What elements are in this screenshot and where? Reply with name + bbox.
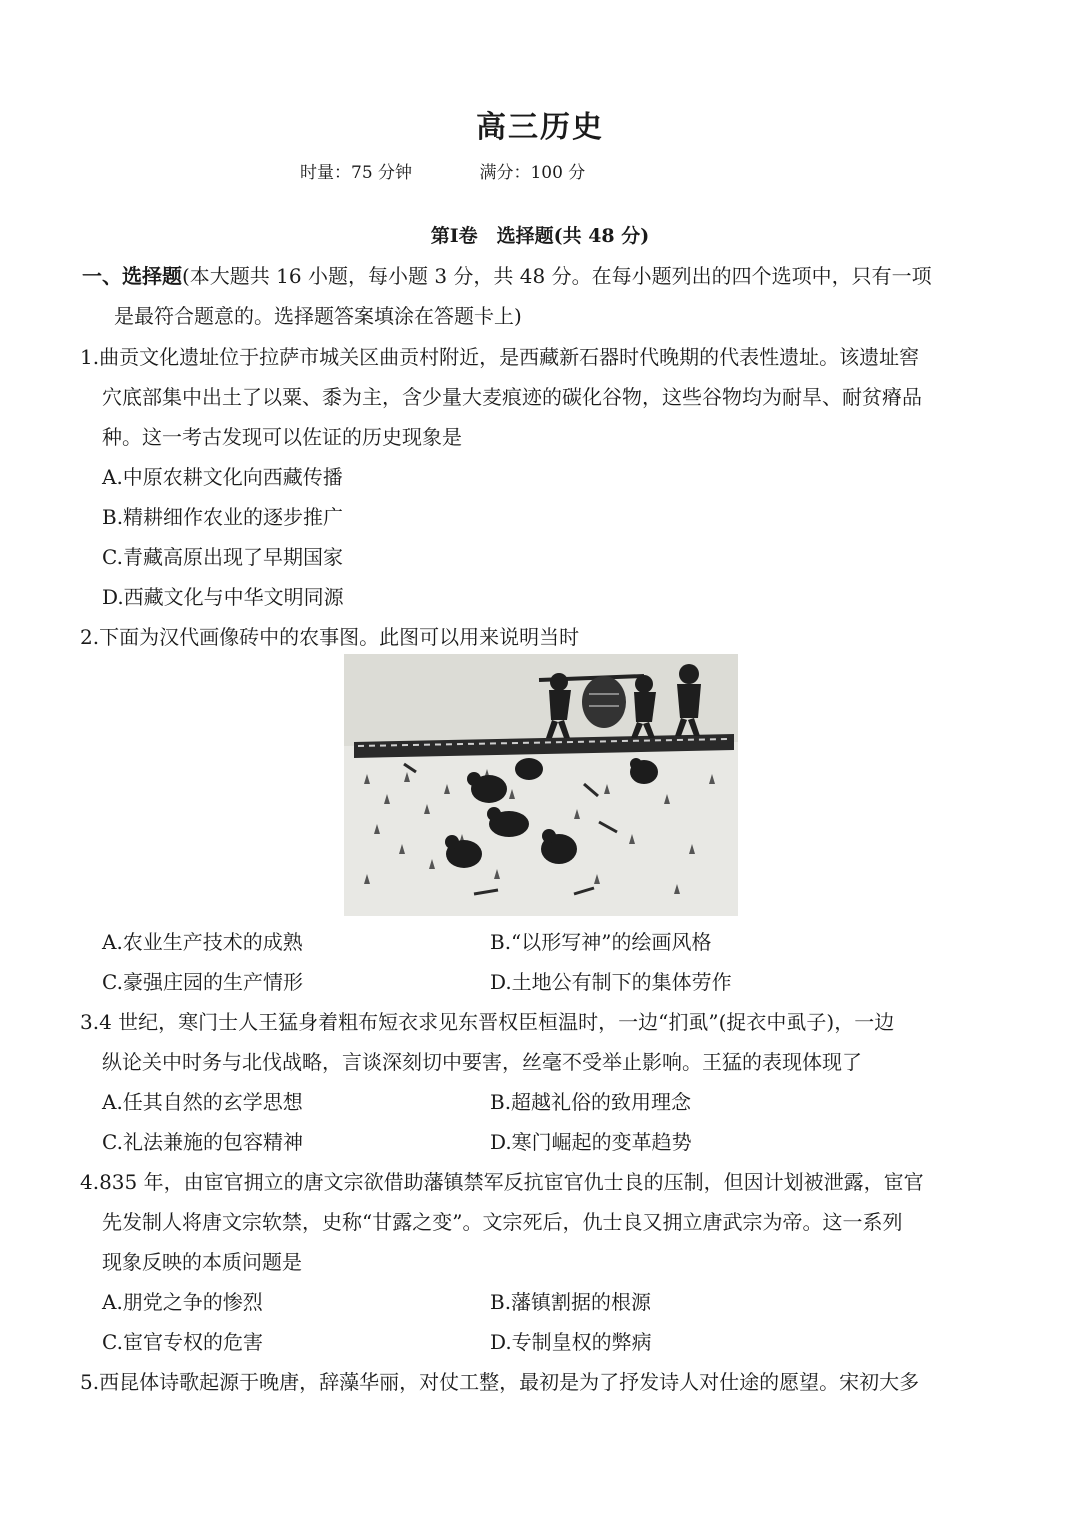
han-brick-farming-image: [344, 654, 738, 916]
question-1-option-d: D.西藏文化与中华文明同源: [102, 585, 344, 609]
exam-title: 高三历史: [476, 110, 604, 145]
part-instructions: (本大题共 16 小题，每小题 3 分，共 48 分。在每小题列出的四个选项中，只有一项: [182, 264, 932, 288]
question-1-option-c: C.青藏高原出现了早期国家: [102, 545, 343, 569]
question-4-option-b: B.藩镇割据的根源: [490, 1290, 652, 1314]
question-1-line-3: 种。这一考古发现可以佐证的历史现象是: [102, 425, 462, 449]
question-3-option-b: B.超越礼俗的致用理念: [490, 1090, 692, 1114]
question-4-line-3: 现象反映的本质问题是: [102, 1250, 302, 1274]
question-4-option-c: C.宦官专权的危害: [102, 1330, 263, 1354]
question-4-line-2: 先发制人将唐文宗软禁，史称“甘露之变”。文宗死后，仇士良又拥立唐武宗为帝。这一系列: [102, 1210, 903, 1234]
question-4-line-1: 4.835 年，由宦官拥立的唐文宗欲借助藩镇禁军反抗宦官仇士良的压制，但因计划被泄露，宦官: [80, 1170, 924, 1194]
full-score: 满分：100 分: [479, 163, 586, 183]
question-2-option-d: D.土地公有制下的集体劳作: [490, 970, 732, 994]
question-3-option-c: C.礼法兼施的包容精神: [102, 1130, 303, 1154]
question-2-option-a: A.农业生产技术的成熟: [102, 930, 303, 954]
question-2-line-1: 2.下面为汉代画像砖中的农事图。此图可以用来说明当时: [80, 625, 580, 649]
question-3-line-1: 3.4 世纪，寒门士人王猛身着粗布短衣求见东晋权臣桓温时，一边“扪虱”(捉衣中虱子)，一边: [80, 1010, 895, 1034]
time-limit: 时量：75 分钟: [300, 163, 413, 183]
part-instructions-line-1: [82, 262, 932, 290]
exam-meta: [300, 160, 585, 186]
question-3-line-2: 纵论关中时务与北伐战略，言谈深刻切中要害，丝毫不受举止影响。王猛的表现体现了: [102, 1050, 862, 1074]
question-2-option-c: C.豪强庄园的生产情形: [102, 970, 303, 994]
part-instructions-line-2: 是最符合题意的。选择题答案填涂在答题卡上): [114, 304, 522, 328]
question-1-option-b: B.精耕细作农业的逐步推广: [102, 505, 344, 529]
question-4-option-a: A.朋党之争的惨烈: [102, 1290, 263, 1314]
farming-scene-drawing: [344, 654, 738, 916]
section-title: 第Ⅰ卷 选择题(共 48 分): [430, 225, 650, 247]
question-1-line-1: 1.曲贡文化遗址位于拉萨市城关区曲贡村附近，是西藏新石器时代晚期的代表性遗址。该遗址窖: [80, 345, 920, 369]
question-2-option-b: B.“以形写神”的绘画风格: [490, 930, 712, 954]
question-5-line-1: 5.西昆体诗歌起源于晚唐，辞藻华丽，对仗工整，最初是为了抒发诗人对仕途的愿望。宋初大多: [80, 1370, 920, 1394]
part-label: 一、选择题: [82, 264, 182, 288]
question-1-option-a: A.中原农耕文化向西藏传播: [102, 465, 343, 489]
question-4-option-d: D.专制皇权的弊病: [490, 1330, 652, 1354]
question-1-line-2: 穴底部集中出土了以粟、黍为主，含少量大麦痕迹的碳化谷物，这些谷物均为耐旱、耐贫瘠品: [102, 385, 922, 409]
question-3-option-d: D.寒门崛起的变革趋势: [490, 1130, 692, 1154]
question-3-option-a: A.任其自然的玄学思想: [102, 1090, 303, 1114]
